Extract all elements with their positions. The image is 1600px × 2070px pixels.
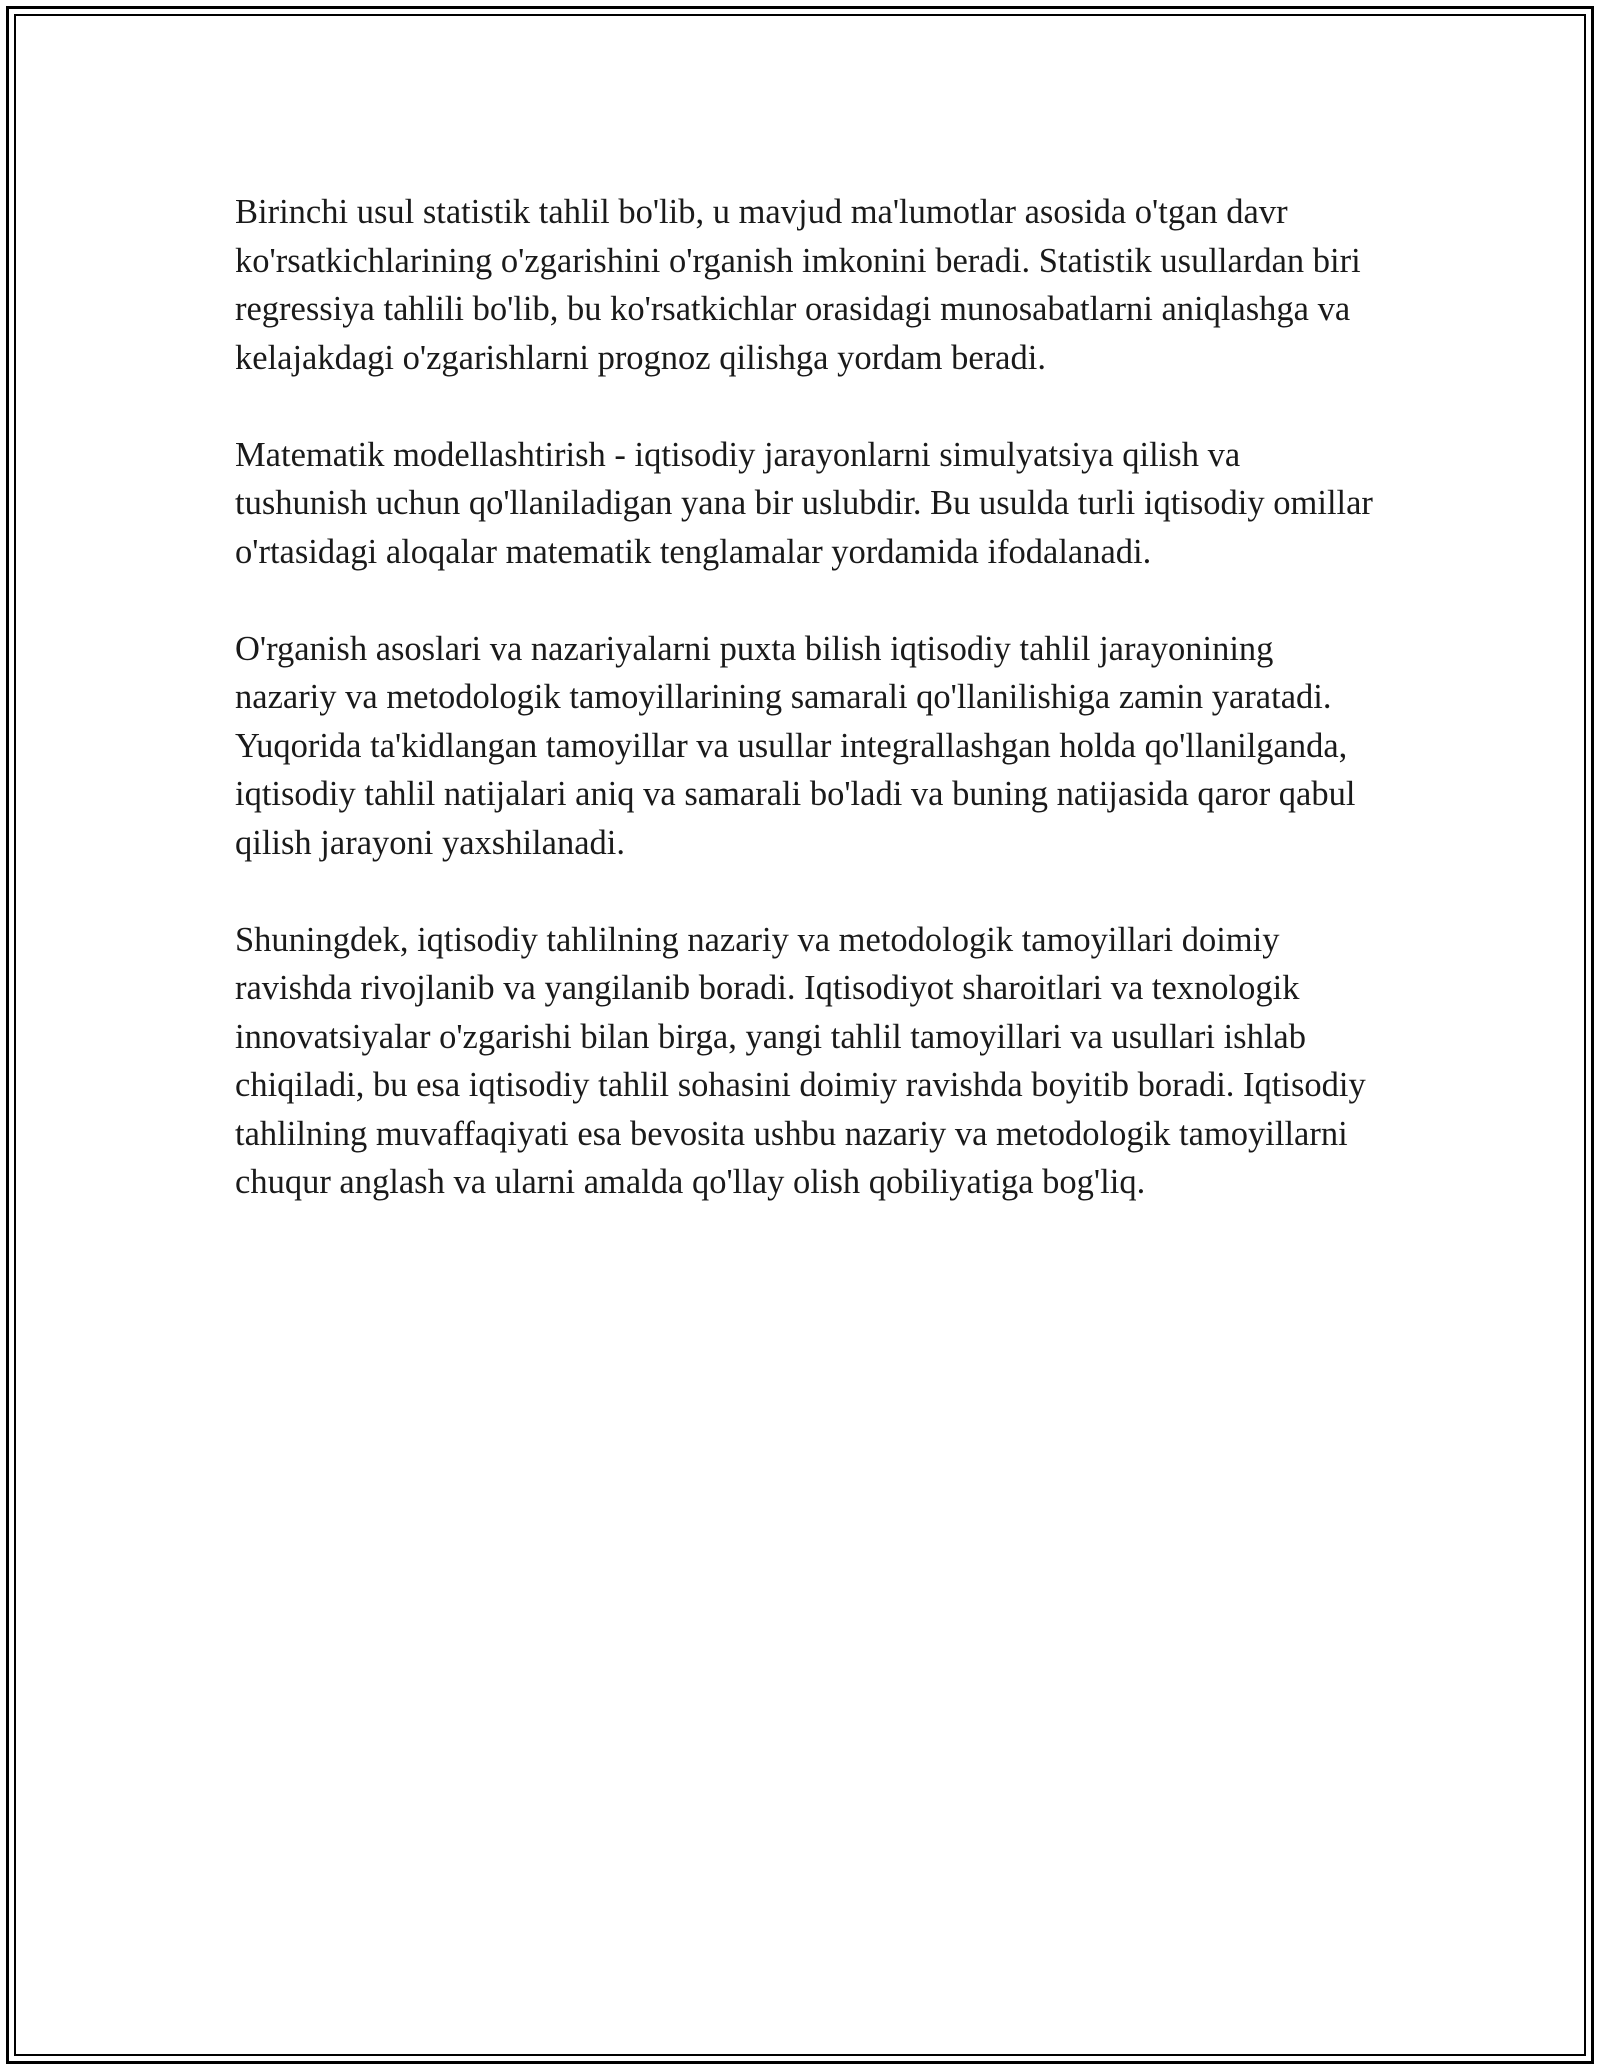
document-body <box>235 188 1375 1255</box>
paragraph-evolving-principles: Shuningdek, iqtisodiy tahlilning nazariy va metodologik tamoyillari doimiy ravishda rivojlanib va yangilanib boradi. Iqtisodiyot sharoitlari va texnologik innovatsiyalar o'zgarishi bilan birga, yangi tahlil tamoyillari va usullari ishlab chiqiladi, bu esa iqtisodiy tahlil sohasini doimiy ravishda boyitib boradi. Iqtisodiy tahlilning muvaffaqiyati esa bevosita ushbu nazariy va metodologik tamoyillarni chuqur anglash va ularni amalda qo'llay olish qobiliyatiga bog'liq. <box>235 920 1366 1201</box>
paragraph-mathematical-modeling: Matematik modellashtirish - iqtisodiy jarayonlarni simulyatsiya qilish va tushunish uchun qo'llaniladigan yana bir uslubdir. Bu usulda turli iqtisodiy omillar o'rtasidagi aloqalar matematik tenglamalar yordamida ifodalanadi. <box>235 435 1373 571</box>
paragraph-foundations-theories: O'rganish asoslari va nazariyalarni puxta bilish iqtisodiy tahlil jarayonining nazariy va metodologik tamoyillarining samarali qo'llanilishiga zamin yaratadi. Yuqorida ta'kidlangan tamoyillar va usullar integrallashgan holda qo'llanilganda, iqtisodiy tahlil natijalari aniq va samarali bo'ladi va buning natijasida qaror qabul qilish jarayoni yaxshilanadi. <box>235 629 1356 862</box>
paragraph-statistical-analysis: Birinchi usul statistik tahlil bo'lib, u mavjud ma'lumotlar asosida o'tgan davr ko'rsatkichlarining o'zgarishini o'rganish imkonini beradi. Statistik usullardan biri regressiya tahlili bo'lib, bu ko'rsatkichlar orasidagi munosabatlarni aniqlashga va kelajakdagi o'zgarishlarni prognoz qilishga yordam beradi. <box>235 193 1361 377</box>
